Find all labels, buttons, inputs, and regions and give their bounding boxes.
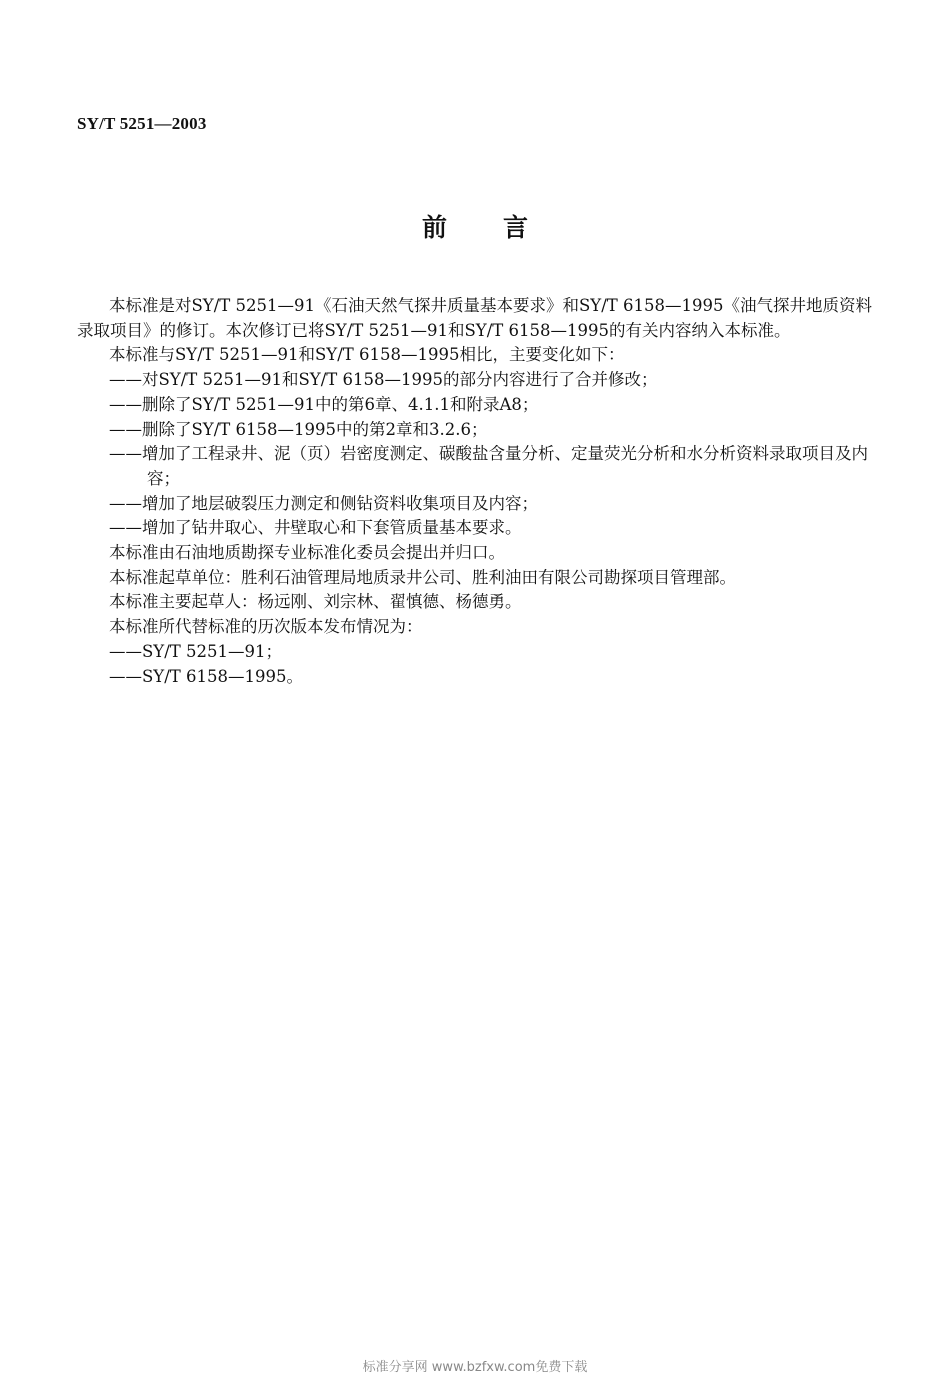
paragraph-drafting-unit: 本标准起草单位：胜利石油管理局地质录井公司、胜利油田有限公司勘探项目管理部。: [109, 567, 736, 587]
change-item: ——删除了SY/T 5251—91中的第6章、4.1.1和附录A8；: [109, 394, 539, 414]
title-char-2: 言: [503, 213, 529, 242]
standard-number: SY/T 5251—2003: [77, 114, 207, 133]
change-item: ——增加了钻井取心、井壁取心和下套管质量基本要求。: [109, 518, 522, 538]
change-item: ——对SY/T 5251—91和SY/T 6158—1995的部分内容进行了合并修改；: [109, 370, 658, 390]
foreword-body: [77, 294, 877, 689]
paragraph-revision: 本标准是对SY/T 5251—91《石油天然气探井质量基本要求》和SY/T 6158—1995《油气探井地质资料录取项目》的修订。本次修订已将SY/T 5251—91和SY/T 6158—1995的有关内容纳入本标准。: [77, 296, 872, 340]
history-item: ——SY/T 6158—1995。: [109, 666, 303, 686]
change-item: ——删除了SY/T 6158—1995中的第2章和3.2.6；: [109, 419, 488, 439]
paragraph-changes-intro: 本标准与SY/T 5251—91和SY/T 6158—1995相比，主要变化如下：: [109, 345, 625, 365]
footer-watermark: 标准分享网 www.bzfxw.com免费下载: [362, 1360, 588, 1375]
paragraph-proposer: 本标准由石油地质勘探专业标准化委员会提出并归口。: [109, 543, 505, 563]
title-char-1: 前: [421, 213, 447, 242]
paragraph-drafters: 本标准主要起草人：杨远刚、刘宗林、翟慎德、杨德勇。: [109, 592, 522, 612]
page-title: [0, 208, 950, 244]
history-item: ——SY/T 5251—91；: [109, 641, 282, 661]
change-item: ——增加了地层破裂压力测定和侧钻资料收集项目及内容；: [109, 493, 538, 513]
change-item: ——增加了工程录井、泥（页）岩密度测定、碳酸盐含量分析、定量荧光分析和水分析资料录取项目及内容；: [109, 444, 868, 488]
paragraph-history-intro: 本标准所代替标准的历次版本发布情况为：: [109, 617, 423, 637]
